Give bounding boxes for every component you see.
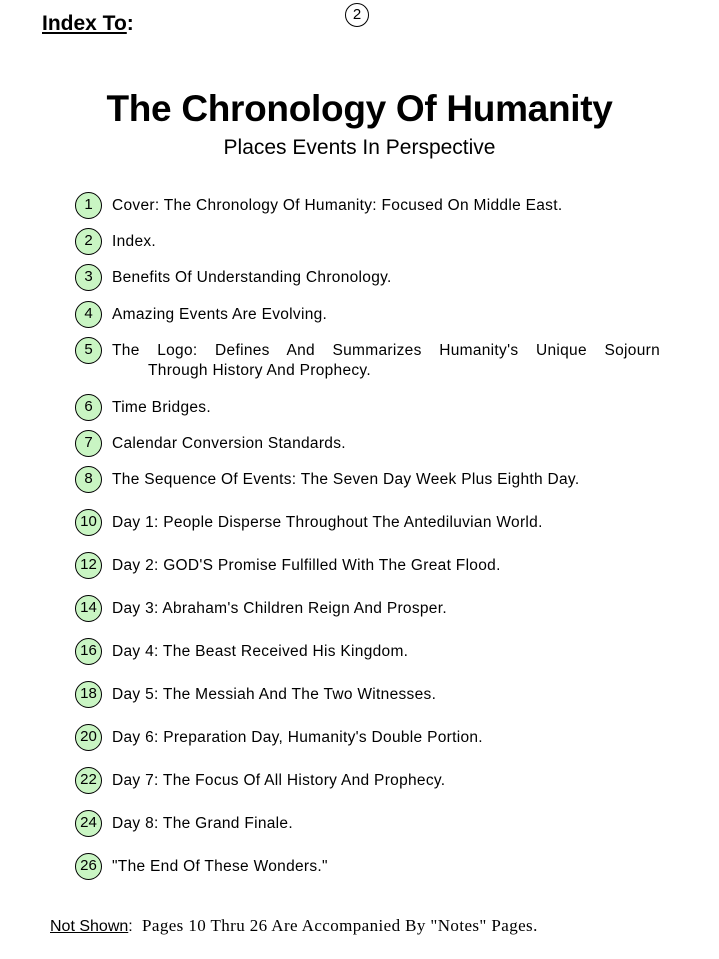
entry-text: Day 8: The Grand Finale. <box>112 815 293 832</box>
page-title: The Chronology Of Humanity <box>106 88 613 129</box>
entry-text: The Sequence Of Events: The Seven Day Week Plus Eighth Day. <box>112 471 580 488</box>
index-to-colon: : <box>126 12 134 35</box>
entry-text-line1: The Logo: Defines And Summarizes Humanity's Unique Sojourn <box>112 342 660 359</box>
entry-text: Day 2: GOD'S Promise Fulfilled With The Great Flood. <box>112 557 501 574</box>
index-to-heading <box>42 12 134 36</box>
page-number-badge: 24 <box>75 810 102 837</box>
page-number-badge: 14 <box>75 595 102 622</box>
entry-text: Day 4: The Beast Received His Kingdom. <box>112 643 409 660</box>
entry-text: Day 3: Abraham's Children Reign And Prosper. <box>112 600 447 617</box>
footer-note <box>50 916 538 936</box>
entry-text: Cover: The Chronology Of Humanity: Focused On Middle East. <box>112 197 563 214</box>
not-shown-text: Pages 10 Thru 26 Are Accompanied By "Notes" Pages. <box>132 916 538 935</box>
entry-text: Time Bridges. <box>112 399 211 416</box>
entry-text: Benefits Of Understanding Chronology. <box>112 269 392 286</box>
page-number: 2 <box>345 3 369 27</box>
page-number-badge: 4 <box>75 301 102 328</box>
page-number-badge: 1 <box>75 192 102 219</box>
page-number-badge: 5 <box>75 337 102 364</box>
page-number-badge: 3 <box>75 264 102 291</box>
entry-text: Day 1: People Disperse Throughout The Antediluvian World. <box>112 514 543 531</box>
page-number-badge: 20 <box>75 724 102 751</box>
page-number-badge: 2 <box>75 228 102 255</box>
index-to-label: Index To <box>42 12 127 35</box>
page-number-badge: 10 <box>75 509 102 536</box>
entry-text: Index. <box>112 233 157 250</box>
page-number-badge: 22 <box>75 767 102 794</box>
page-number-badge: 12 <box>75 552 102 579</box>
page-number-badge: 8 <box>75 466 102 493</box>
page-number-badge: 7 <box>75 430 102 457</box>
not-shown-label: Not Shown <box>50 918 129 935</box>
entry-text: Amazing Events Are Evolving. <box>112 306 328 323</box>
entry-text: Calendar Conversion Standards. <box>112 435 346 452</box>
entry-text: Day 5: The Messiah And The Two Witnesses. <box>112 686 437 703</box>
entry-text: Day 7: The Focus Of All History And Prophecy. <box>112 772 446 789</box>
entry-text-multiline <box>112 341 660 381</box>
page-subtitle: Places Events In Perspective <box>223 136 496 159</box>
not-shown-colon: : <box>128 918 133 935</box>
entry-text: "The End Of These Wonders." <box>112 858 328 875</box>
page-number-badge: 26 <box>75 853 102 880</box>
entry-text: Day 6: Preparation Day, Humanity's Double Portion. <box>112 729 483 746</box>
page-number-badge: 18 <box>75 681 102 708</box>
page-number-badge: 16 <box>75 638 102 665</box>
entry-text-line2: Through History And Prophecy. <box>148 362 371 379</box>
page-number-badge: 6 <box>75 394 102 421</box>
